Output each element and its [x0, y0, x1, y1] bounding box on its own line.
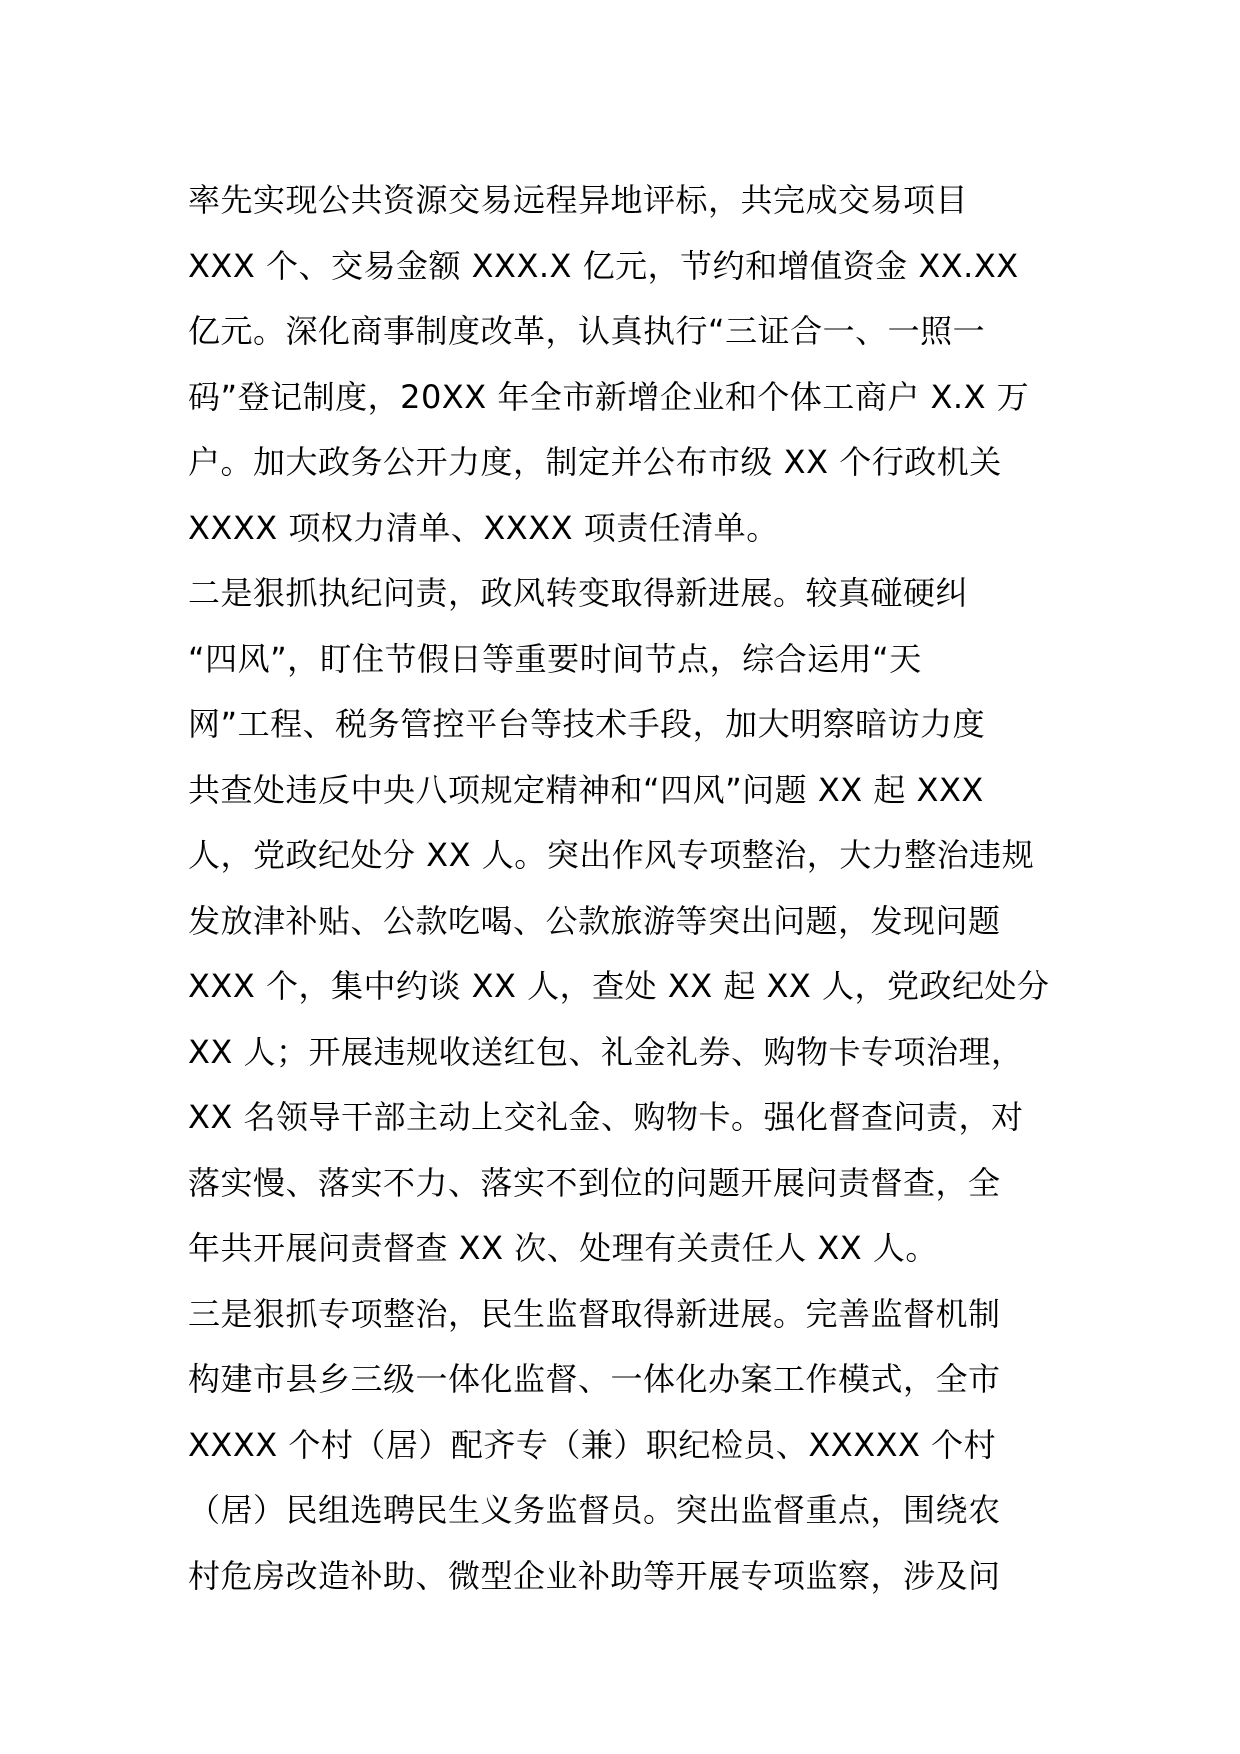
text-line: 网”工程、税务管控平台等技术手段，加大明察暗访力度 [188, 705, 986, 743]
text-line: 村危房改造补助、微型企业补助等开展专项监察，涉及问 [188, 1556, 1001, 1595]
text-line: XXXX 个村（居）配齐专（兼）职纪检员、XXXXX 个村 [188, 1425, 997, 1464]
text-line: （居）民组选聘民生义务监督员。突出监督重点，围绕农 [188, 1491, 1001, 1529]
text-line: XX 名领导干部主动上交礼金、购物卡。强化督查问责，对 [188, 1098, 1024, 1136]
text-line: “四风”，盯住节假日等重要时间节点，综合运用“天 [188, 639, 922, 678]
text-line: XXXX 项权力清单、XXXX 项责任清单。 [188, 508, 779, 547]
document-body [188, 168, 1088, 1609]
text-line: 亿元。深化商事制度改革，认真执行“三证合一、一照一 [188, 312, 986, 350]
text-line: 人，党政纪处分 XX 人。突出作风专项整治，大力整治违规 [188, 836, 1035, 874]
text-line: XXX 个、交易金额 XXX.X 亿元，节约和增值资金 XX.XX [188, 246, 1019, 285]
text-line: 年共开展问责督查 XX 次、处理有关责任人 XX 人。 [188, 1229, 938, 1267]
paragraph-heading-line: 三是狠抓专项整治，民生监督取得新进展。完善监督机制 [188, 1294, 1001, 1333]
text-line: 共查处违反中央八项规定精神和“四风”问题 XX 起 XXX [188, 770, 984, 809]
text-line: XX 人；开展违规收送红包、礼金礼券、购物卡专项治理， [188, 1032, 1024, 1071]
text-line: 构建市县乡三级一体化监督、一体化办案工作模式，全市 [188, 1360, 1001, 1398]
text-line: 户。加大政务公开力度，制定并公布市级 XX 个行政机关 [188, 443, 1002, 481]
text-line: XXX 个，集中约谈 XX 人，查处 XX 起 XX 人，党政纪处分 [188, 967, 1050, 1005]
text-line: 落实慢、落实不力、落实不到位的问题开展问责督查，全 [188, 1163, 1001, 1202]
text-line: 发放津补贴、公款吃喝、公款旅游等突出问题，发现问题 [188, 901, 1001, 940]
text-line: 率先实现公共资源交易远程异地评标，共完成交易项目 [188, 181, 969, 219]
paragraph-heading-line: 二是狠抓执纪问责，政风转变取得新进展。较真碰硬纠 [188, 574, 969, 612]
text-line: 码”登记制度，20XX 年全市新增企业和个体工商户 X.X 万 [188, 377, 1030, 416]
